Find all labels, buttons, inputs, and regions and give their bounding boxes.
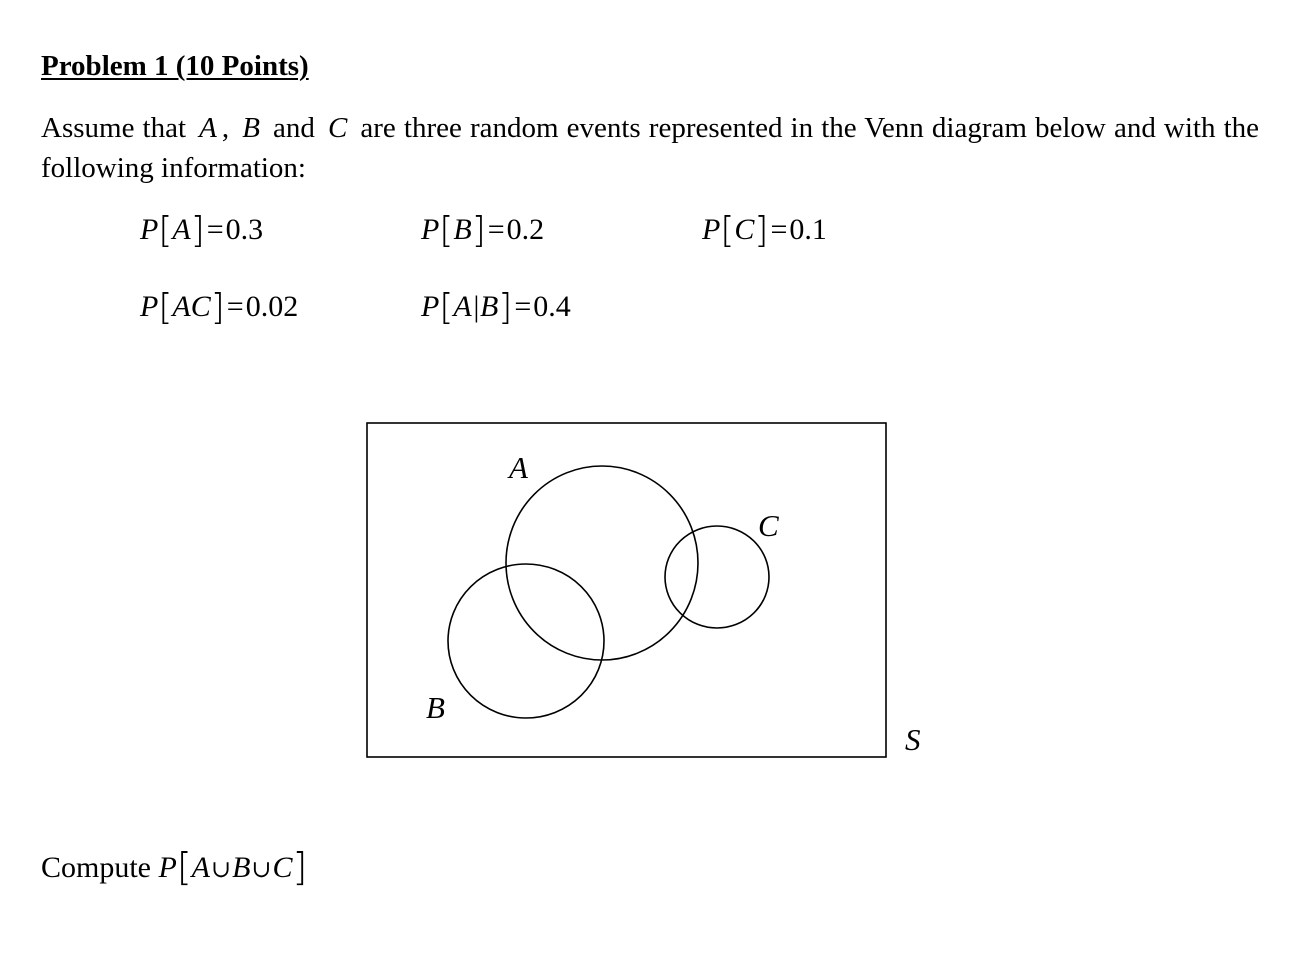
event-symbol: C xyxy=(734,213,755,246)
equals-sign: = xyxy=(487,213,505,246)
close-bracket: ] xyxy=(754,210,769,251)
label-c: C xyxy=(758,508,779,543)
probability-value: 0.3 xyxy=(225,213,264,246)
close-bracket: ] xyxy=(471,210,486,251)
prob-symbol: P xyxy=(702,213,721,246)
open-bracket: [ xyxy=(439,210,454,251)
open-bracket: [ xyxy=(176,845,192,889)
label-s: S xyxy=(905,722,921,757)
event-symbol: B xyxy=(453,213,472,246)
open-bracket: [ xyxy=(439,287,454,328)
probability-value: 0.2 xyxy=(506,213,545,246)
prob-symbol: P xyxy=(421,213,440,246)
prob-symbol: P xyxy=(158,851,177,884)
open-bracket: [ xyxy=(720,210,735,251)
open-bracket: [ xyxy=(158,210,173,251)
probability-value: 0.02 xyxy=(245,290,299,323)
close-bracket: ] xyxy=(498,287,513,328)
prob-symbol: P xyxy=(140,213,159,246)
label-b: B xyxy=(426,690,445,725)
event-a: A xyxy=(191,851,210,884)
intro-and: and xyxy=(273,112,315,144)
event-c-symbol: C xyxy=(327,112,348,144)
equals-sign: = xyxy=(226,290,244,323)
circle-c xyxy=(665,526,769,628)
prob-symbol: P xyxy=(140,290,159,323)
event-b: B xyxy=(232,851,251,884)
prob-symbol: P xyxy=(421,290,440,323)
circle-a xyxy=(506,466,698,660)
intro-text-start: Assume that xyxy=(41,112,187,144)
equals-sign: = xyxy=(514,290,532,323)
intro-comma: , xyxy=(221,112,230,144)
equals-sign: = xyxy=(770,213,788,246)
event-symbol: A|B xyxy=(453,290,499,323)
close-bracket: ] xyxy=(210,287,225,328)
circle-b xyxy=(448,564,604,718)
problem-title: Problem 1 (10 Points) xyxy=(41,50,309,82)
union-symbol: ∪ xyxy=(210,855,232,883)
union-symbol: ∪ xyxy=(251,855,272,883)
close-bracket: ] xyxy=(292,845,308,889)
equals-sign: = xyxy=(206,213,224,246)
compute-question xyxy=(41,845,307,889)
event-a-symbol: A xyxy=(199,112,217,144)
probability-value: 0.4 xyxy=(533,290,571,323)
event-b-symbol: B xyxy=(242,112,260,144)
compute-label: Compute xyxy=(41,851,151,884)
intro-text-end: are three random events represented in the Venn diagram below and with the following information: xyxy=(41,112,1259,184)
event-symbol: AC xyxy=(172,290,211,323)
event-symbol: A xyxy=(172,213,191,246)
label-a: A xyxy=(509,450,528,485)
event-c: C xyxy=(272,851,293,884)
probability-value: 0.1 xyxy=(789,213,827,246)
close-bracket: ] xyxy=(190,210,205,251)
open-bracket: [ xyxy=(158,287,173,328)
